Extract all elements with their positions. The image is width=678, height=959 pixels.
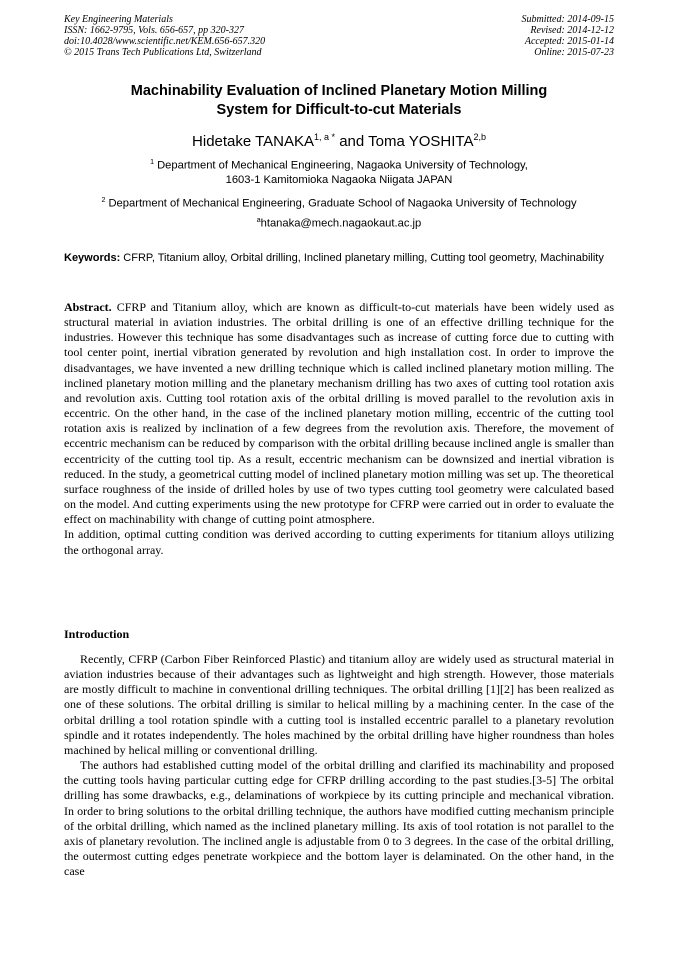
doi-line: doi:10.4028/www.scientific.net/KEM.656-657.320	[64, 36, 266, 47]
abstract-paragraph	[64, 300, 614, 527]
online-date: Online: 2015-07-23	[534, 47, 614, 58]
affiliation-mark: 2	[101, 197, 106, 204]
keywords-list: CFRP, Titanium alloy, Orbital drilling, Inclined planetary milling, Cutting tool geometry, Machinability	[120, 252, 604, 264]
revised-date: Revised: 2014-12-12	[530, 25, 614, 36]
accepted-date: Accepted: 2015-01-14	[524, 36, 614, 47]
author-email	[64, 214, 614, 231]
author-affiliation-mark: 1, a *	[314, 132, 336, 142]
affiliation-1	[64, 156, 614, 187]
email-address: htanaka@mech.nagaokaut.ac.jp	[260, 217, 422, 230]
keywords-label: Keywords:	[64, 252, 121, 264]
author-name: Hidetake TANAKA	[192, 133, 315, 150]
affiliation-2	[64, 194, 614, 211]
body-paragraph: Recently, CFRP (Carbon Fiber Reinforced Plastic) and titanium alloy are widely used as structural material in aviation industries because of their advantages such as lightweight and high strength. However, those materials are mostly difficult to machine in conventional drilling techniques. The orbital drilling [1][2] has been realized as one of these solutions. The orbital drilling is similar to helical milling by a machining center. In the case of the orbital drilling a tool rotation spindle with a cutting tool is installed eccentric parallel to a planetary revolution spindle and it rotates independently. The holes machined by the orbital drilling have higher roundness than holes machined by helical milling or conventional drilling.	[64, 652, 614, 757]
introduction-body	[64, 652, 614, 879]
keywords	[64, 251, 614, 265]
abstract-label: Abstract.	[64, 300, 112, 314]
affiliation-mark: 1	[150, 159, 154, 166]
affiliation-1-line-2: 1603-1 Kamitomioka Nagaoka Niigata JAPAN	[225, 173, 453, 186]
copyright-line: © 2015 Trans Tech Publications Ltd, Switzerland	[64, 47, 262, 58]
paper-title	[64, 82, 614, 120]
affiliation-1-line-1: Department of Mechanical Engineering, Nagaoka University of Technology,	[153, 159, 528, 172]
email-mark: a	[256, 217, 261, 224]
author-list	[64, 128, 614, 151]
journal-name: Key Engineering Materials	[64, 14, 173, 25]
issn-line: ISSN: 1662-9795, Vols. 656-657, pp 320-327	[64, 25, 244, 36]
journal-info	[64, 14, 265, 58]
author-affiliation-mark: 2,b	[473, 132, 486, 142]
affiliation-2-text: Department of Mechanical Engineering, Graduate School of Nagaoka University of Technology	[105, 197, 577, 210]
author-conjunction: and	[335, 133, 369, 150]
title-line-2: System for Difficult-to-cut Materials	[216, 102, 462, 118]
section-heading-introduction: Introduction	[64, 627, 130, 641]
abstract	[64, 300, 614, 558]
publication-dates	[522, 14, 615, 58]
body-paragraph: The authors had established cutting model of the orbital drilling and clarified its machinability and proposed the cutting tools having particular cutting edge for CFRP drilling according to the past studies.[3-5] The orbital drilling has some drawbacks, e.g., delaminations of workpiece by its cutting principle and mechanical vibration. In order to bring solutions to the orbital drilling technique, the authors have modified cutting mechanism principle of the orbital drilling, which named as the inclined planetary milling. Its axis of tool rotation is not parallel to the axis of planetary revolution. The inclined angle is adjustable from 0 to 3 degrees. In the case of the orbital drilling, the outermost cutting edges penetrate workpiece and the bottom layer is delaminated. On the other hand, in the case	[64, 758, 614, 879]
abstract-paragraph: In addition, optimal cutting condition was derived according to cutting experiments for titanium alloys utilizing the orthogonal array.	[64, 527, 614, 557]
title-line-1: Machinability Evaluation of Inclined Planetary Motion Milling	[130, 83, 548, 99]
abstract-text: CFRP and Titanium alloy, which are known as difficult-to-cut materials have been widely used as structural material in aviation industries. The orbital drilling is one of an effective drilling technique for the industries. However this technique has some disadvantages such as increase of cutting force due to cutting with tool center point, inertial vibration generated by revolution and high installation cost. In order to improve the disadvantages, we have invented a new drilling technique which is called inclined planetary motion milling. The inclined planetary motion milling and the planetary mechanism drilling has two axes of cutting tool rotation axis and revolution axis. Cutting tool rotation axis of the orbital drilling is moved parallel to the revolution axis in eccentric. On the other hand, in the case of the inclined planetary motion milling, eccentric of the cutting tool rotation axis is realized by inclination of a few degrees from the revolution axis. Therefore, the movement of eccentric mechanism can be reduced by comparison with the orbital drilling because inclined angle is smaller than eccentricity of the cutting tool tip. As a result, eccentric mechanism can be downsized and inertial vibration is reduced. In the study, a geometrical cutting model of inclined planetary motion milling was set up. The theoretical surface roughness of the inside of drilled holes by use of two types cutting tool geometry were calculated based on the model. And cutting experiments using the new prototype for CFRP were carried out in order to evaluate the effect on machinability with change of cutting point atmosphere.	[64, 300, 614, 527]
author-name: Toma YOSHITA	[368, 133, 474, 150]
submitted-date: Submitted: 2014-09-15	[521, 14, 614, 25]
